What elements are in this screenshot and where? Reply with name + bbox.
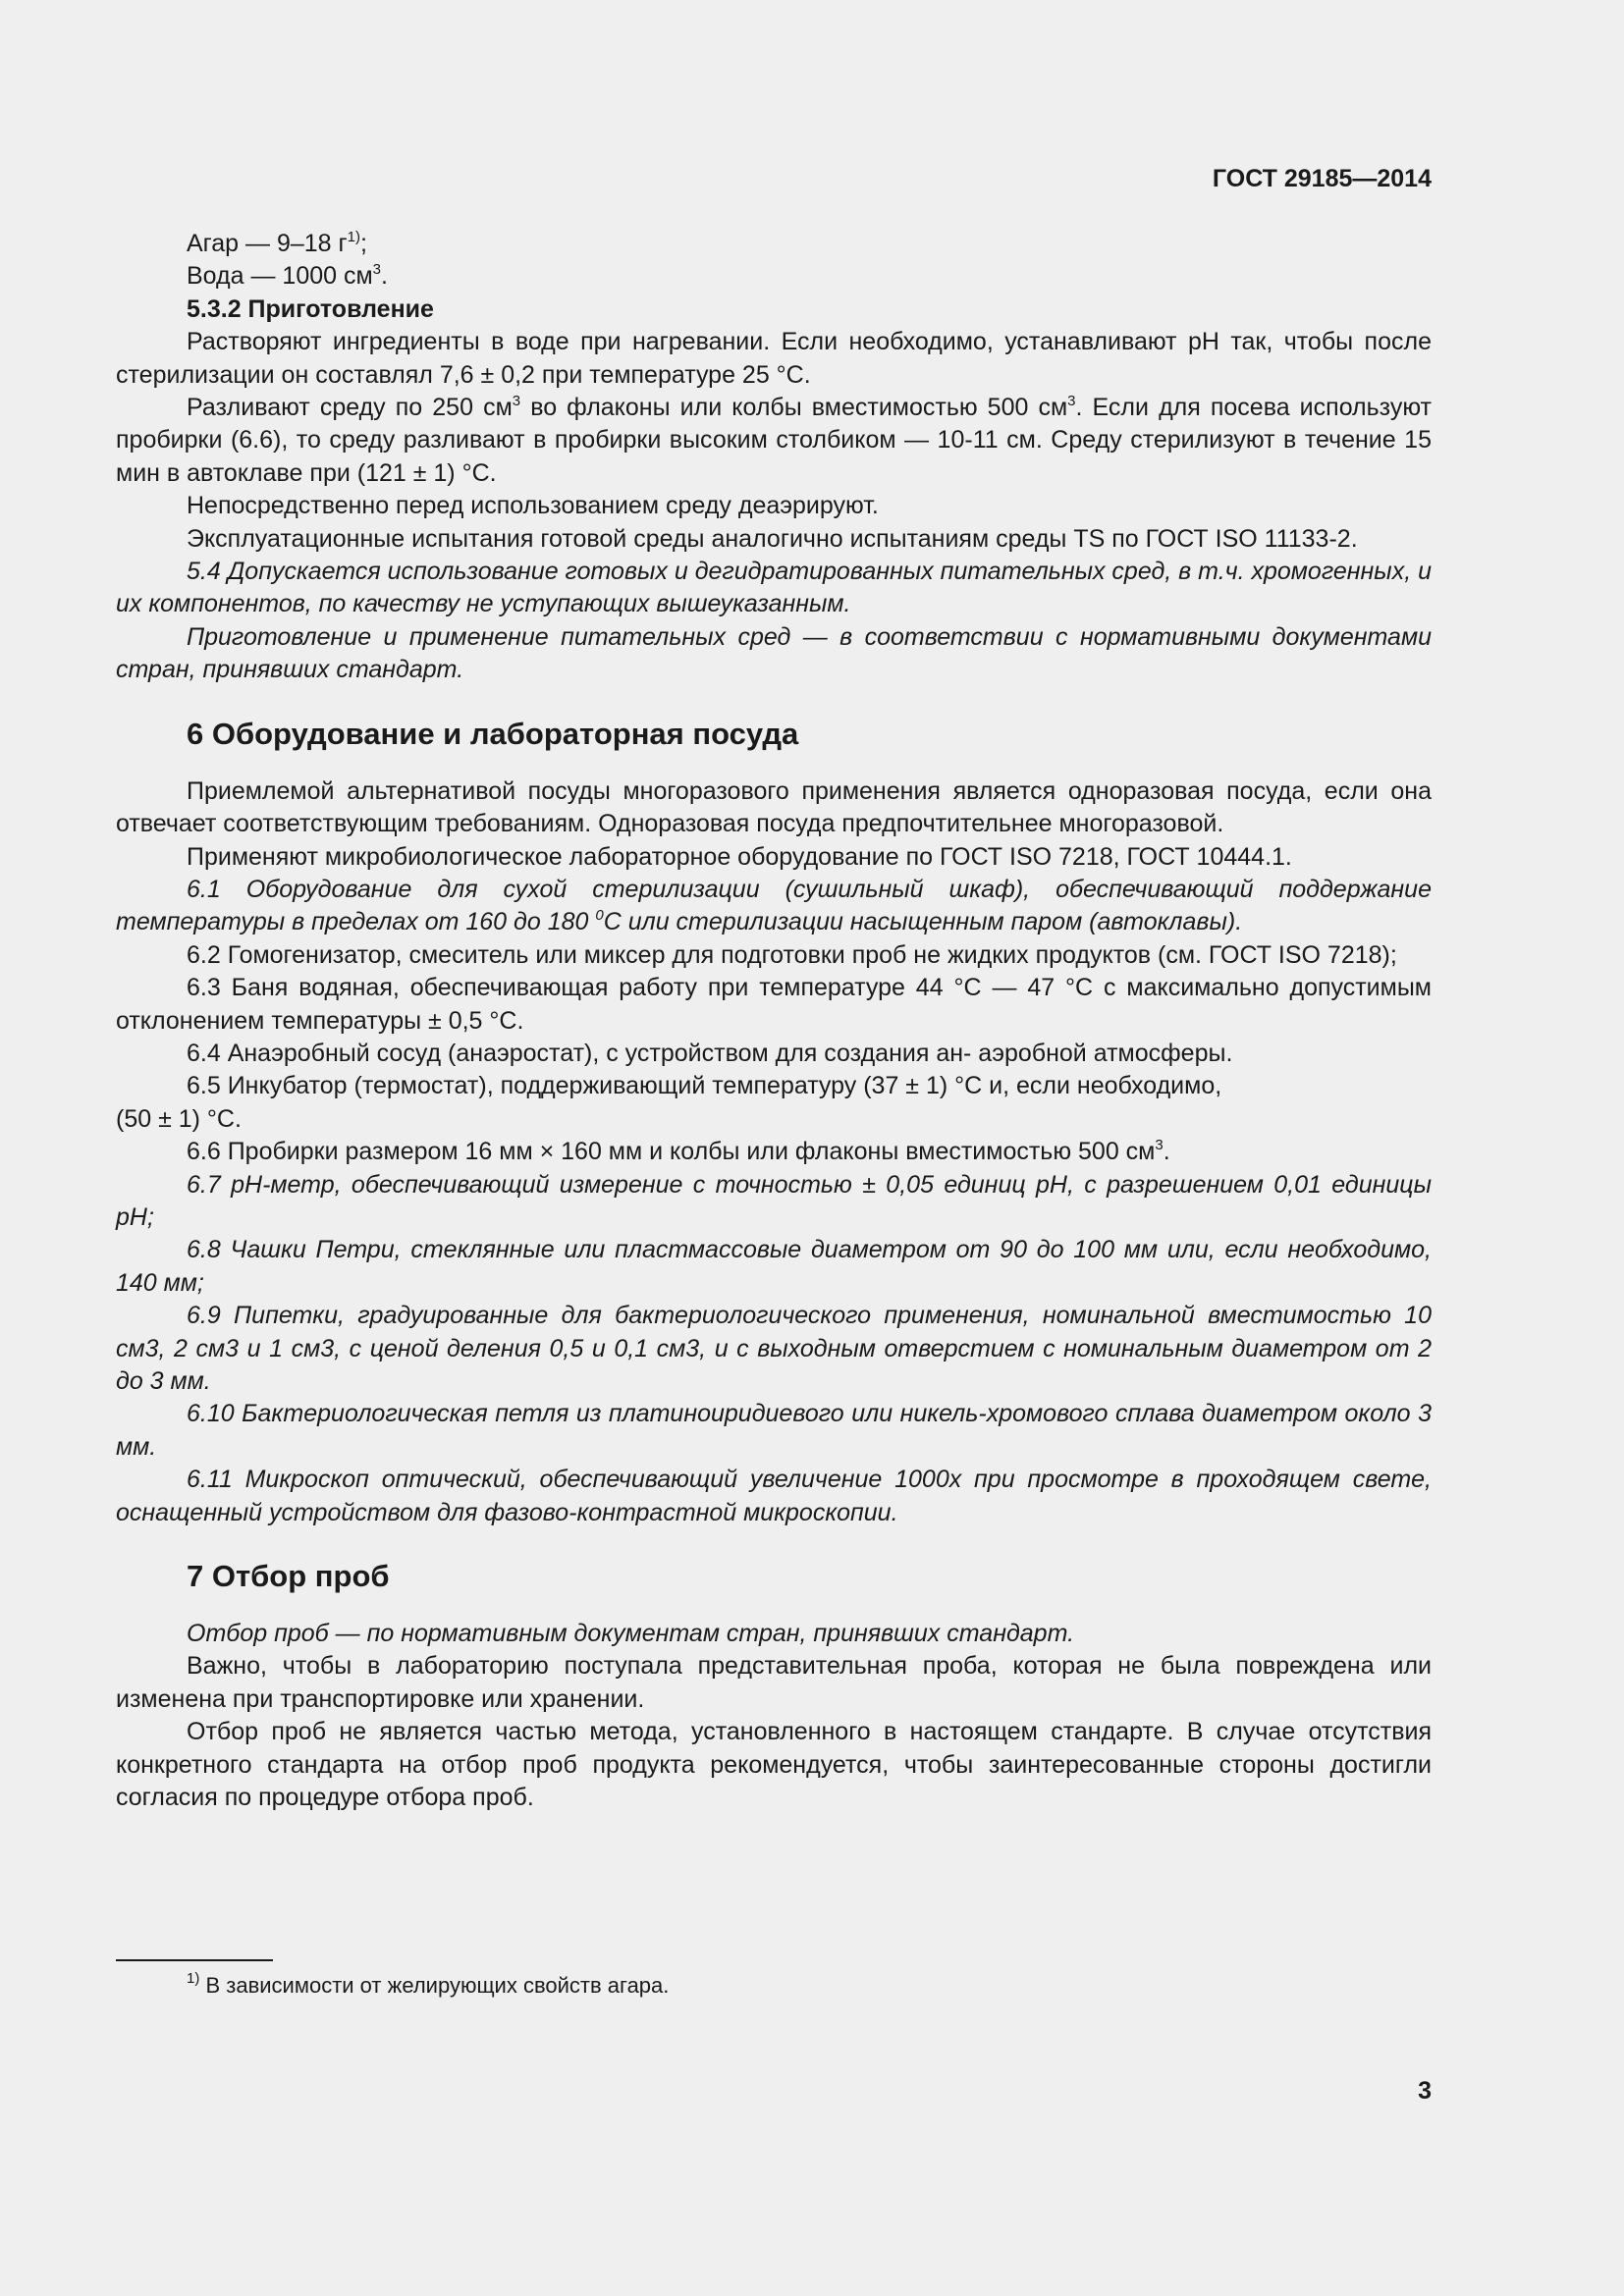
paragraph: Применяют микробиологическое лабораторное оборудование по ГОСТ ISO 7218, ГОСТ 10444.1. [187,842,1292,871]
list-item: 6.3 Баня водяная, обеспечивающая работу при температуре 44 °С — 47 °С с максимально допустимым отклонением температуры ± 0,5 °С. [116,974,1432,1035]
subsection-heading-5-3-2: 5.3.2 Приготовление [187,294,434,323]
page-content [116,228,1432,1814]
paragraph: Разливают среду по 250 $см^3$ во флаконы или колбы вместимостью 500 $см^3$. Если для посева используют пробирки (6.6), то среду разливают в пробирки высоким столбиком — 10-11 см. Среду стерилизуют в течение 15 мин в автоклаве при (121 ± 1) °С. [116,393,1432,487]
list-item: 6.2 Гомогенизатор, смеситель или миксер для подготовки проб не жидких продуктов (см. ГОСТ ISO 7218); [187,940,1397,969]
page-number: 3 [1418,2077,1432,2105]
paragraph-italic: 5.4 Допускается использование готовых и дегидратированных питательных сред, в т.ч. хромогенных, и их компонентов, по качеству не уступающих вышеуказанным. [116,558,1432,618]
paragraph-italic: Приготовление и применение питательных сред — в соответствии с нормативными документами стран, принявших стандарт. [116,622,1432,684]
list-item: 6.6 Пробирки размером 16 мм × 160 мм и колбы или флаконы вместимостью 500 $см^3$. [187,1137,1170,1166]
list-item: 6.4 Анаэробный сосуд (анаэростат), с устройством для создания ан- аэробной атмосферы. [187,1039,1233,1067]
water-line: Вода — 1000 $см^3$. [187,261,388,291]
list-item-continuation: (50 ± 1) °С. [116,1104,242,1133]
footnote-mark: 1) [187,1970,200,1987]
agar-line: Агар — 9–18 $г^{1)}$; [187,229,367,257]
section-heading-7: 7 Отбор проб [187,1559,390,1594]
list-item: 6.10 Бактериологическая петля из платиноиридиевого или никель-хромового сплава диаметром около 3 мм. [116,1400,1432,1461]
paragraph: Эксплуатационные испытания готовой среды аналогично испытаниям среды TS по ГОСТ ISO 11133-2. [187,524,1358,553]
footnote: $^{1)}$ В зависимости от желирующих свойств агара. [187,1970,670,1998]
list-item: 6.9 Пипетки, градуированные для бактериологического применения, номинальной вместимостью 10 см3, 2 см3 и 1 см3, с ценой деления 0,5 и 0,1 см3, и с выходным отверстием с номинальным диаметром от 2 до 3 мм. [116,1302,1432,1395]
paragraph: Отбор проб не является частью метода, установленного в настоящем стандарте. В случае отсутствия конкретного стандарта на отбор проб продукта рекомендуется, чтобы заинтересованные стороны достигли согласия по процедуре отбора проб. [116,1718,1432,1812]
list-item: 6.8 Чашки Петри, стеклянные или пластмассовые диаметром от 90 до 100 мм или, если необходимо, 140 мм; [116,1236,1432,1297]
paragraph: Важно, чтобы в лабораторию поступала представительная проба, которая не была повреждена или изменена при транспортировке или хранении. [116,1652,1432,1713]
list-item: 6.5 Инкубатор (термостат), поддерживающий температуру (37 ± 1) °С и, если необходимо, [187,1072,1222,1100]
footnote-divider [116,1959,273,1961]
list-item: 6.1 Оборудование для сухой стерилизации (сушильный шкаф), обеспечивающий поддержание температуры в пределах от 160 до 180 $^0$С или стерилизации насыщенным паром (автоклавы). [116,875,1432,936]
list-item: 6.11 Микроскоп оптический, обеспечивающий увеличение 1000х при просмотре в проходящем свете, оснащенный устройством для фазово-контрастной микроскопии. [116,1466,1432,1526]
document-id: ГОСТ 29185—2014 [1212,165,1432,192]
paragraph: Непосредственно перед использованием среду деаэрируют. [187,492,879,520]
section-heading-6: 6 Оборудование и лабораторная посуда [187,716,799,751]
paragraph: Растворяют ингредиенты в воде при нагревании. Если необходимо, устанавливают pH так, чтобы после стерилизации он составлял 7,6 ± 0,2 при температуре 25 °С. [116,328,1432,389]
list-item: 6.7 pH-метр, обеспечивающий измерение с точностью ± 0,05 единиц pH, с разрешением 0,01 единицы pH; [116,1170,1432,1231]
paragraph-italic: Отбор проб — по нормативным документам стран, принявших стандарт. [187,1620,1075,1648]
footnote-ref: 1) [347,229,360,245]
paragraph: Приемлемой альтернативой посуды многоразового применения является одноразовая посуда, если она отвечает соответствующим требованиям. Одноразовая посуда предпочтительнее многоразовой. [116,776,1432,838]
